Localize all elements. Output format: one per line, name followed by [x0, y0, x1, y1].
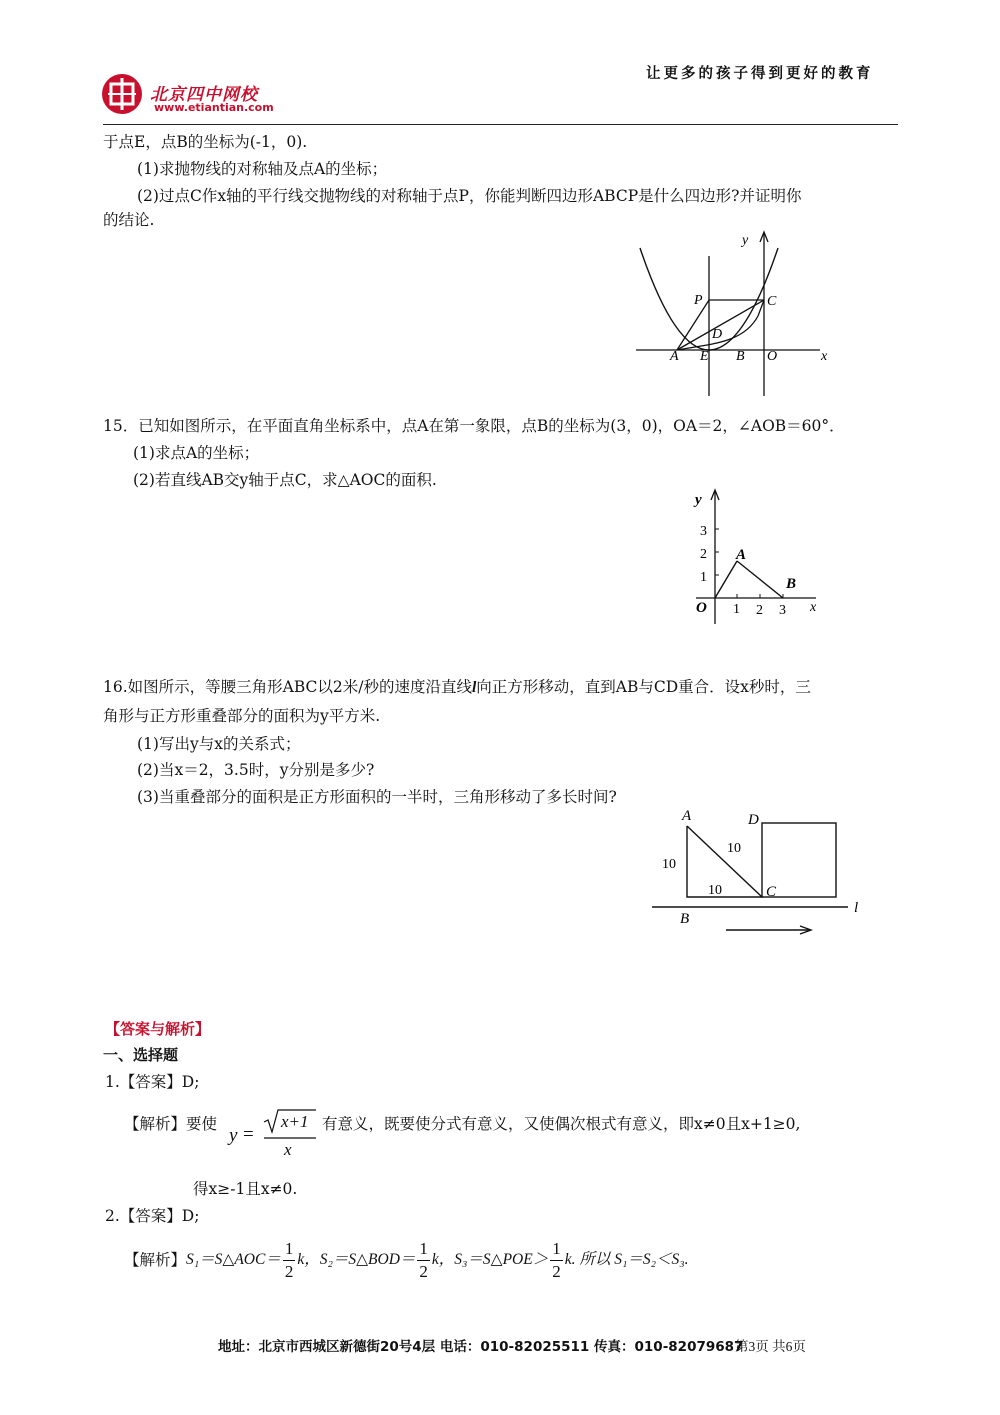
q15-figure [688, 484, 828, 628]
q14-figure [628, 226, 838, 402]
fraction-denominator: 2 [552, 1261, 561, 1281]
answer-1-analysis-label: 【解析】要使 [124, 1115, 218, 1133]
q15-x-label: x [810, 600, 817, 615]
q16-line1-a: 16.如图所示，等腰三角形ABC以2米/秒的速度沿直线 [103, 678, 472, 696]
fraction-numerator: 1 [283, 1238, 296, 1261]
q14-line1: 于点E，点B的坐标为(-1，0). [103, 133, 308, 151]
q14-line4: 的结论. [103, 211, 155, 229]
q14-D-label: D [712, 327, 723, 342]
q16-line-l: l [471, 679, 477, 696]
q15-xtick-1: 1 [733, 602, 740, 617]
q15-ytick-2: 2 [700, 547, 707, 562]
q15-O-label: O [696, 600, 707, 616]
q14-part1: (1)求抛物线的对称轴及点A的坐标； [137, 160, 388, 178]
formula-s2: S₂＝S△BOD＝ [319, 1251, 416, 1268]
q16-figure [648, 804, 868, 938]
q15-B-label: B [786, 576, 797, 592]
logo-text: 北京四中网校 [150, 85, 258, 105]
q14-B-label: B [736, 349, 745, 364]
q15-xtick-3: 3 [779, 603, 786, 618]
answer-1-analysis-rest: 有意义，既要使分式有意义，又使偶次根式有意义，即x≠0且x+1≥0, [322, 1115, 801, 1133]
q16-part2: (2)当x＝2，3.5时，y分别是多少? [137, 761, 375, 779]
formula-k1: k， [297, 1251, 320, 1268]
q16-B-label: B [680, 911, 690, 927]
formula-s3: S₃＝S△POE＞ [454, 1251, 549, 1268]
section-title: 一、选择题 [103, 1046, 179, 1064]
q16-l-label: l [854, 900, 859, 916]
fraction-one-half [283, 1238, 296, 1283]
footer-address: 地址：北京市西城区新德街20号4层 电话：010-82025511 传真：010-82079687 [218, 1339, 744, 1355]
footer-page-number: 第3页 共6页 [735, 1339, 806, 1354]
q15-A-label: A [736, 547, 747, 563]
fraction-numerator: 1 [550, 1238, 563, 1261]
q16-side-AB: 10 [662, 857, 676, 872]
school-logo-icon [100, 72, 152, 116]
logo-url: www.etiantian.com [154, 101, 274, 114]
fraction-numerator: 1 [417, 1238, 430, 1261]
q14-part2: (2)过点C作x轴的平行线交抛物线的对称轴于点P，你能判断四边形ABCP是什么四边形?并证明你 [137, 187, 802, 205]
answer-1-result: 得x≥-1且x≠0. [193, 1180, 298, 1198]
q16-C-label: C [766, 884, 777, 900]
q14-P-label: P [694, 293, 703, 308]
q16-side-AC: 10 [727, 841, 741, 856]
q16-part1: (1)写出y与x的关系式； [137, 735, 301, 753]
fraction-one-half [550, 1238, 563, 1283]
answers-heading: 【答案与解析】 [105, 1020, 211, 1038]
formula-equals: = [243, 1124, 254, 1145]
q16-part3: (3)当重叠部分的面积是正方形面积的一半时，三角形移动了多长时间? [137, 788, 617, 806]
q14-E-label: E [700, 349, 709, 364]
q16-line2: 角形与正方形重叠部分的面积为y平方米. [103, 707, 381, 725]
formula-numerator: x+1 [281, 1112, 309, 1131]
fraction-denominator: 2 [419, 1261, 428, 1281]
formula-k2: k， [431, 1251, 455, 1268]
header-rule [103, 124, 898, 125]
answer-2: 2.【答案】D; [105, 1207, 200, 1225]
q14-x-label: x [821, 349, 828, 364]
q14-O-label: O [767, 349, 778, 364]
q16-line1 [103, 676, 811, 699]
q15-ytick-1: 1 [700, 570, 707, 585]
formula-s1: S₁＝S△AOC＝ [186, 1251, 281, 1268]
fraction-one-half [417, 1238, 430, 1283]
q16-line1-b: 向正方形移动，直到AB与CD重合．设x秒时，三 [476, 678, 811, 696]
answer-2-analysis [124, 1238, 689, 1282]
answer-2-analysis-label: 【解析】 [124, 1251, 187, 1269]
q16-A-label: A [682, 808, 692, 824]
formula-y: y [229, 1125, 238, 1146]
q16-side-BC: 10 [708, 883, 722, 898]
q15-y-label: y [695, 492, 702, 508]
q14-A-label: A [670, 349, 679, 364]
formula-k3-conclusion: k. 所以 S₁＝S₂＜S₃. [564, 1251, 689, 1268]
q15-xtick-2: 2 [756, 603, 763, 618]
header-slogan: 让更多的孩子得到更好的教育 [646, 66, 874, 82]
q15-part1: (1)求点A的坐标； [133, 444, 260, 462]
q14-y-label: y [742, 233, 749, 248]
q14-C-label: C [767, 294, 777, 309]
q15-part2: (2)若直线AB交y轴于点C，求△AOC的面积. [133, 471, 437, 489]
answer-1: 1.【答案】D; [105, 1073, 200, 1091]
formula-denominator: x [284, 1140, 292, 1159]
q16-D-label: D [748, 812, 759, 828]
q15-ytick-3: 3 [700, 524, 707, 539]
fraction-denominator: 2 [284, 1261, 294, 1281]
q15-line1: 15．已知如图所示，在平面直角坐标系中，点A在第一象限，点B的坐标为(3，0)，OA＝2，∠AOB＝60°． [103, 417, 845, 435]
